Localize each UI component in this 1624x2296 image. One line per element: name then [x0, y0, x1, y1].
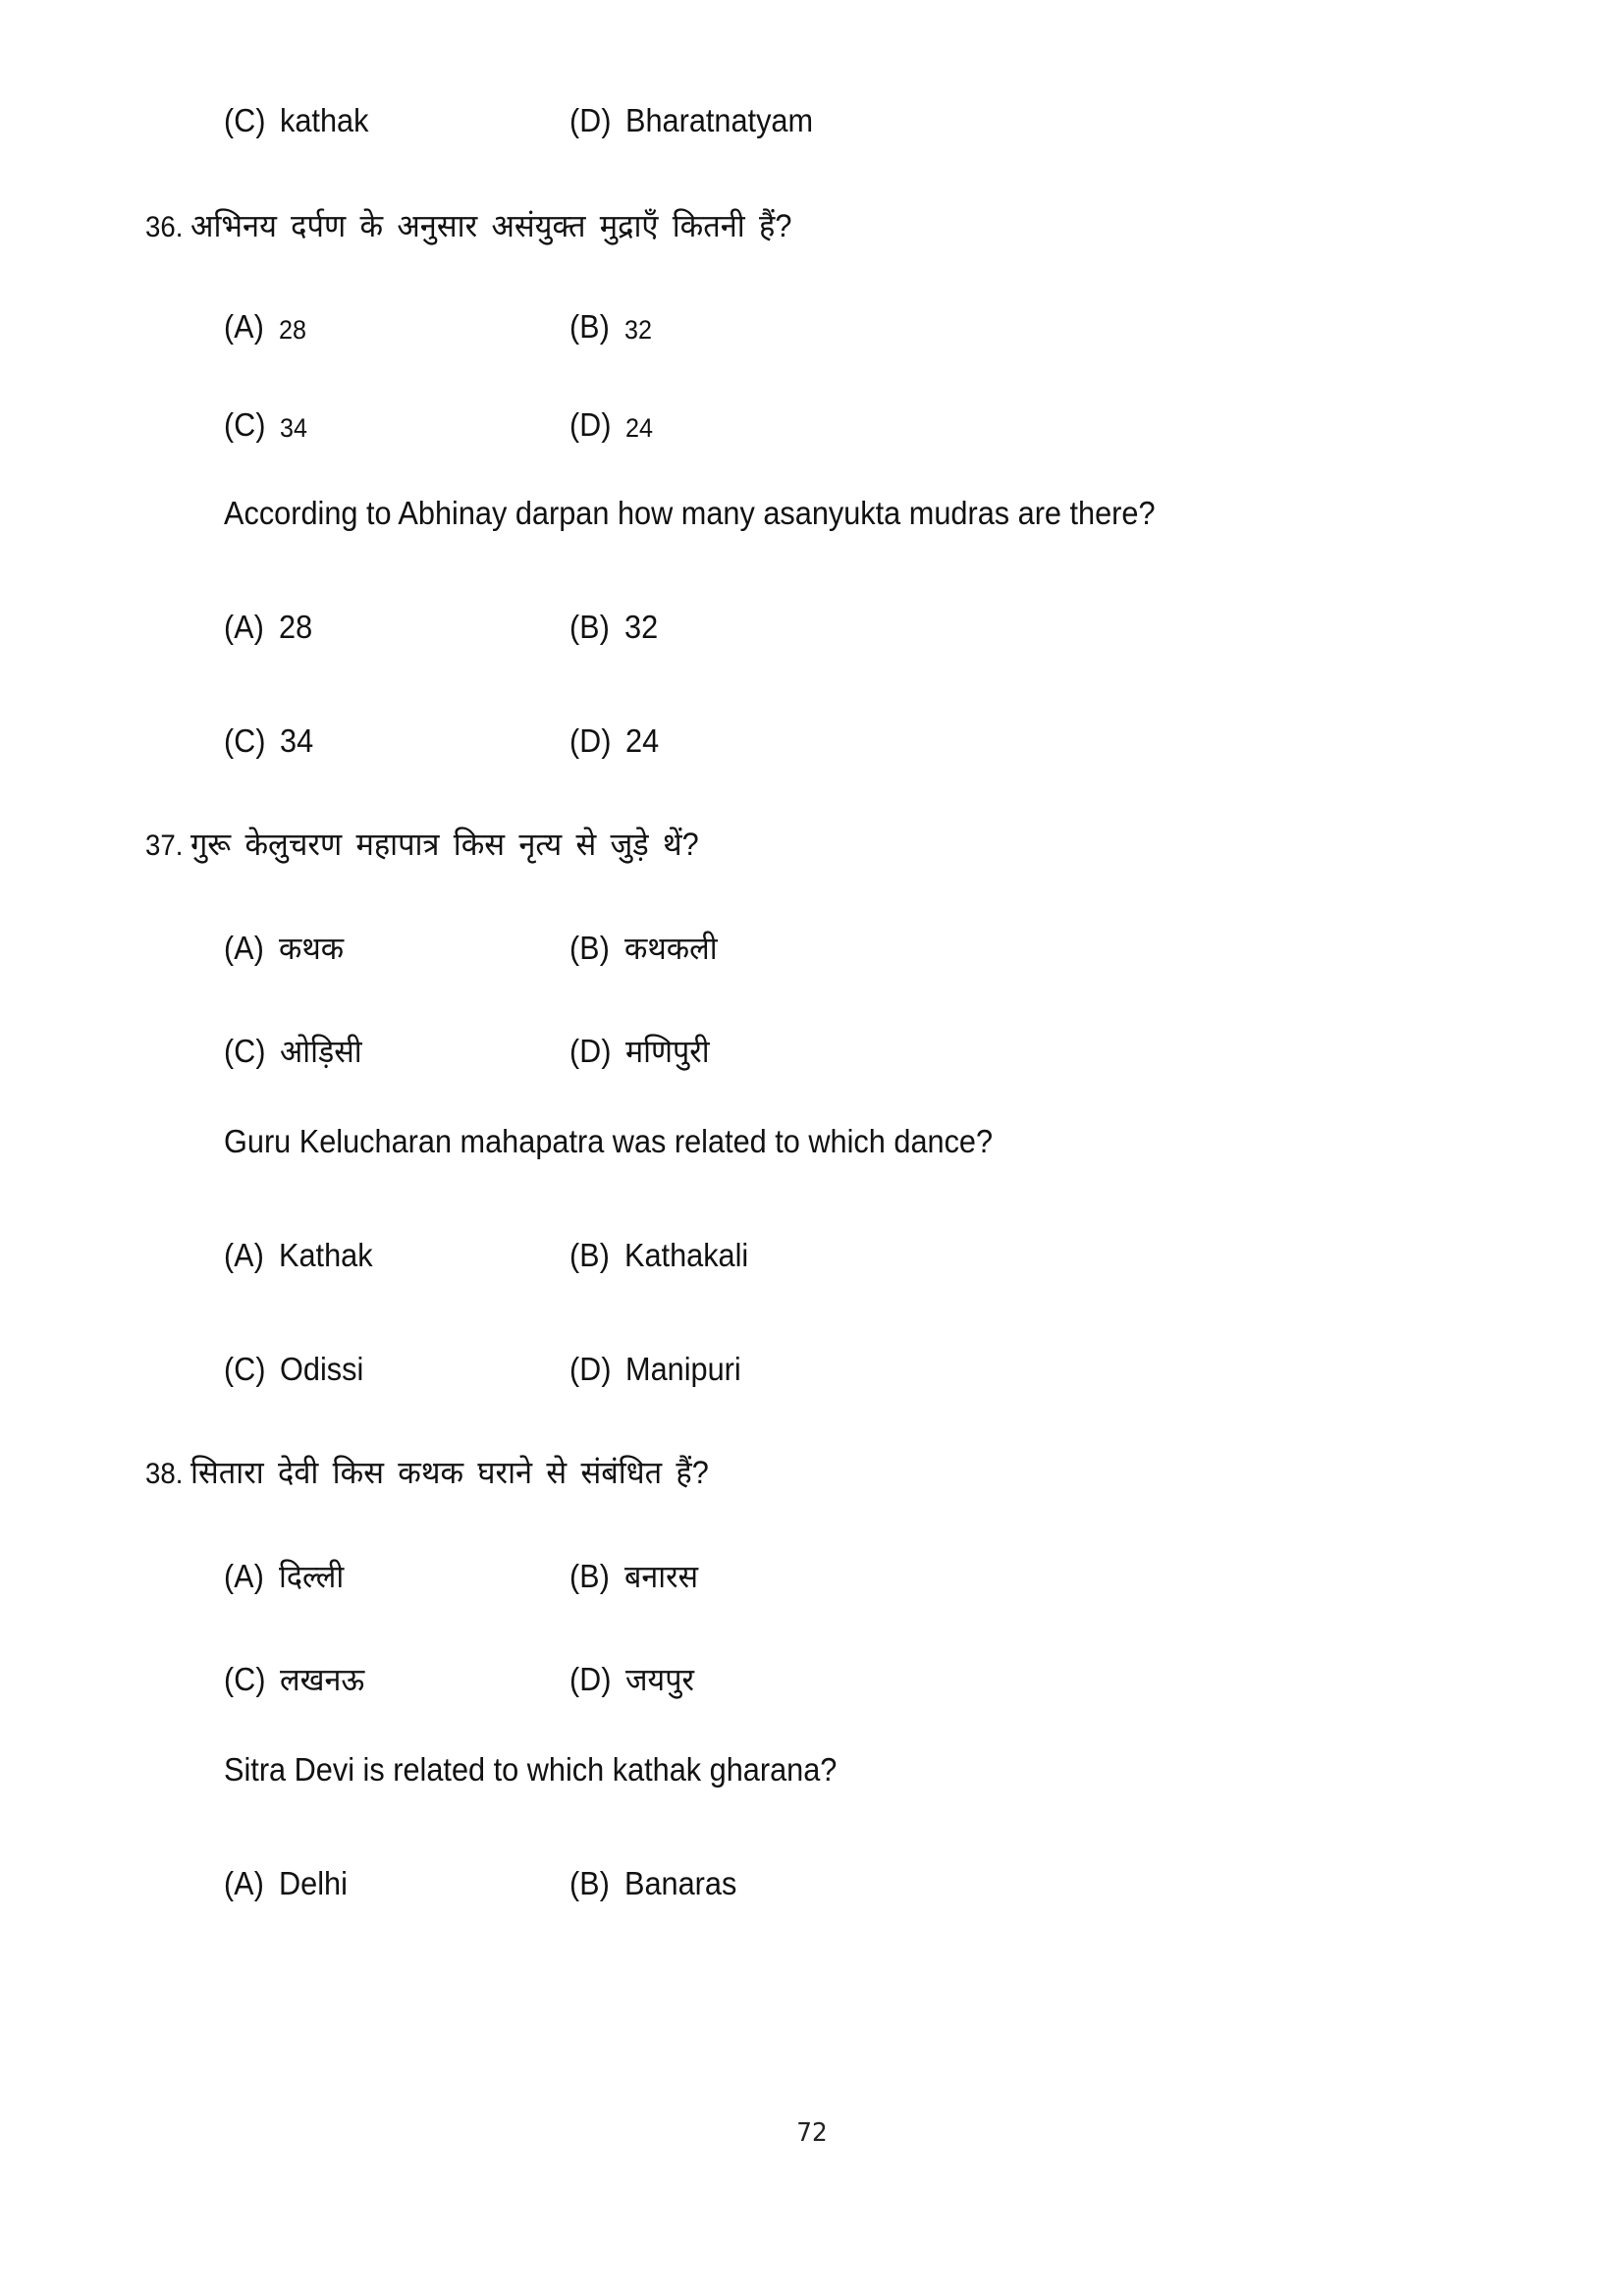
option-tag: (D): [569, 102, 612, 138]
question-36-hindi: [145, 204, 1451, 246]
question-38-english: [145, 1751, 1451, 1789]
option-tag: (A): [224, 1558, 265, 1594]
option-value: 28: [278, 609, 312, 645]
option-c-carryover: [224, 102, 569, 139]
option-tag: (A): [224, 930, 265, 966]
option-value: 32: [623, 315, 652, 345]
option-value: Delhi: [278, 1865, 348, 1901]
option-value: Kathak: [278, 1237, 373, 1273]
question-text-english: Guru Kelucharan mahapatra was related to which dance?: [224, 1123, 994, 1159]
option-value: Kathakali: [623, 1237, 748, 1273]
option-tag: (D): [569, 1351, 612, 1387]
option-a: [224, 609, 569, 646]
option-c: [224, 722, 569, 760]
option-d: [569, 722, 662, 760]
question-36-hindi-options-row-2: [224, 406, 1530, 444]
option-b: [569, 1237, 757, 1274]
option-c: [224, 1351, 569, 1388]
option-tag: (D): [569, 722, 612, 759]
question-37-english-options-row-1: [224, 1237, 1530, 1274]
option-tag: (B): [569, 1237, 611, 1273]
option-tag: (C): [224, 1351, 266, 1387]
option-a: [224, 1237, 569, 1274]
option-value: 28: [278, 315, 306, 345]
question-text-hindi: सितारा देवी किस कथक घराने से संबंधित हैं?: [190, 1455, 709, 1490]
option-value: Manipuri: [625, 1351, 742, 1387]
question-text-hindi: गुरू केलुचरण महापात्र किस नृत्य से जुड़े थें?: [190, 827, 699, 862]
option-value: दिल्ली: [278, 1559, 344, 1594]
question-content-column: [145, 102, 1451, 1902]
option-c: [224, 1030, 569, 1072]
question-text-hindi: अभिनय दर्पण के अनुसार असंयुक्त मुद्राएँ कितनी हैं?: [190, 208, 792, 243]
option-c: [224, 406, 569, 444]
option-value: मणिपुरी: [625, 1034, 711, 1069]
option-tag: (D): [569, 1661, 612, 1697]
option-b: [569, 1555, 702, 1597]
question-text-english: According to Abhinay darpan how many asanyukta mudras are there?: [224, 495, 1156, 531]
option-d: [569, 1658, 698, 1700]
option-b: [569, 609, 660, 646]
option-value: kathak: [280, 102, 369, 138]
option-tag: (C): [224, 1661, 266, 1697]
option-value: 24: [625, 722, 660, 759]
option-value: 34: [280, 722, 314, 759]
option-tag: (B): [569, 1558, 611, 1594]
option-d: [569, 1351, 750, 1388]
option-tag: (B): [569, 930, 611, 966]
option-d-carryover: [569, 102, 828, 139]
option-c: [224, 1658, 569, 1700]
option-value: 32: [623, 609, 658, 645]
option-tag: (B): [569, 609, 611, 645]
option-value: 24: [625, 413, 654, 443]
question-number: 36.: [145, 211, 184, 243]
option-tag: (A): [224, 308, 265, 345]
question-36-english-options-row-2: [224, 722, 1530, 760]
option-tag: (D): [569, 1033, 612, 1069]
option-value: जयपुर: [625, 1662, 695, 1697]
option-tag: (A): [224, 609, 265, 645]
question-38-hindi: [145, 1451, 1451, 1493]
option-d: [569, 1030, 715, 1072]
option-value: कथक: [278, 931, 344, 966]
option-a: [224, 927, 569, 969]
option-value: Banaras: [623, 1865, 736, 1901]
option-b: [569, 1865, 745, 1902]
question-text-english: Sitra Devi is related to which kathak gharana?: [224, 1751, 838, 1788]
question-36-english-options-row-1: [224, 609, 1530, 646]
question-37-english-options-row-2: [224, 1351, 1530, 1388]
option-value: Bharatnatyam: [625, 102, 814, 138]
question-37-english: [145, 1123, 1451, 1160]
option-value: ओड़िसी: [280, 1034, 363, 1069]
option-tag: (D): [569, 406, 612, 443]
question-38-hindi-options-row-1: [224, 1555, 1530, 1597]
question-37-hindi: [145, 823, 1451, 865]
carryover-option-row: [224, 102, 1530, 139]
option-a: [224, 1555, 569, 1597]
question-36-english: [145, 495, 1451, 532]
option-value: कथकली: [623, 931, 718, 966]
option-value: 34: [280, 413, 308, 443]
option-tag: (C): [224, 722, 266, 759]
option-a: [224, 1865, 569, 1902]
option-tag: (C): [224, 406, 266, 443]
question-38-english-options-row-1: [224, 1865, 1530, 1902]
question-number: 38.: [145, 1458, 184, 1490]
question-37-hindi-options-row-2: [224, 1030, 1530, 1072]
option-b: [569, 308, 654, 346]
option-tag: (C): [224, 102, 266, 138]
option-tag: (B): [569, 1865, 611, 1901]
option-value: लखनऊ: [280, 1662, 365, 1697]
question-36-hindi-options-row-1: [224, 308, 1530, 346]
page-number: 72: [796, 2118, 828, 2148]
option-tag: (A): [224, 1865, 265, 1901]
question-number: 37.: [145, 829, 184, 862]
option-value: बनारस: [623, 1559, 698, 1594]
option-b: [569, 927, 722, 969]
option-tag: (B): [569, 308, 611, 345]
option-tag: (A): [224, 1237, 265, 1273]
option-a: [224, 308, 569, 346]
option-value: Odissi: [280, 1351, 364, 1387]
option-d: [569, 406, 655, 444]
question-38-hindi-options-row-2: [224, 1658, 1530, 1700]
option-tag: (C): [224, 1033, 266, 1069]
question-37-hindi-options-row-1: [224, 927, 1530, 969]
